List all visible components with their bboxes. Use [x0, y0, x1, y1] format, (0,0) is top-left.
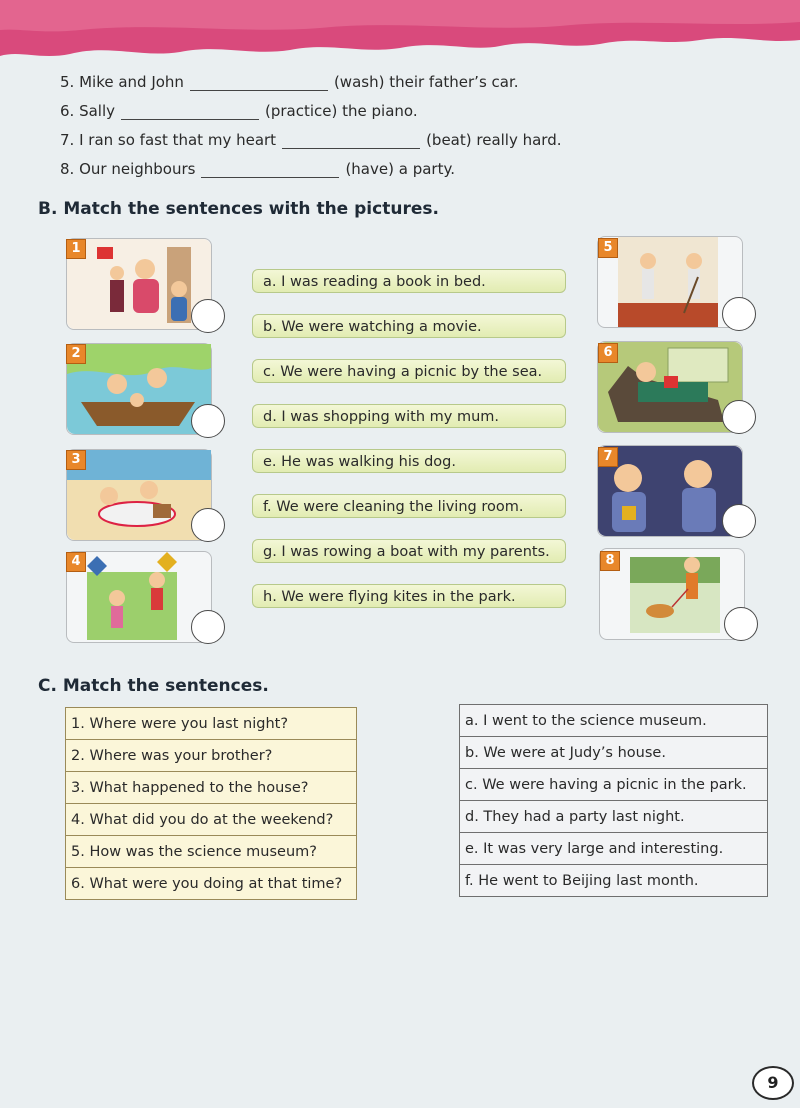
- table-row: [66, 740, 357, 772]
- table-row: [460, 705, 768, 737]
- exercise-item-6: [60, 102, 418, 120]
- answers-table: [459, 704, 768, 897]
- answer-circle[interactable]: [191, 610, 225, 644]
- table-row: [66, 836, 357, 868]
- top-decorative-band: [0, 0, 800, 70]
- question-cell: 4. What did you do at the weekend?: [66, 804, 357, 836]
- movie-watching-illustration: [598, 446, 742, 536]
- page-number: 9: [752, 1066, 794, 1100]
- picture-5-cleaning: [597, 236, 743, 328]
- item-text: (have) a party.: [345, 160, 455, 178]
- section-b-title: B. Match the sentences with the pictures.: [38, 199, 439, 219]
- picture-number-badge: 7: [598, 447, 618, 467]
- section-c-title: C. Match the sentences.: [38, 676, 269, 696]
- sentence-option-g: g. I was rowing a boat with my parents.: [252, 539, 566, 563]
- sentence-option-h: h. We were flying kites in the park.: [252, 584, 566, 608]
- picture-number-badge: 4: [66, 552, 86, 572]
- table-row: [66, 772, 357, 804]
- picture-7-movie: [597, 445, 743, 537]
- item-text: 7. I ran so fast that my heart: [60, 131, 277, 149]
- table-row: [460, 865, 768, 897]
- answer-blank[interactable]: [201, 177, 339, 178]
- answer-cell: d. They had a party last night.: [460, 801, 768, 833]
- answer-cell: a. I went to the science museum.: [460, 705, 768, 737]
- answer-circle[interactable]: [191, 299, 225, 333]
- dog-walking-illustration: [600, 549, 744, 639]
- table-row: [66, 804, 357, 836]
- exercise-item-8: [60, 160, 455, 178]
- picture-number-badge: 6: [598, 343, 618, 363]
- answer-blank[interactable]: [190, 90, 328, 91]
- question-cell: 2. Where was your brother?: [66, 740, 357, 772]
- picture-4-kites: [66, 551, 212, 643]
- answer-cell: c. We were having a picnic in the park.: [460, 769, 768, 801]
- exercise-item-5: [60, 73, 519, 91]
- item-text: (beat) really hard.: [426, 131, 562, 149]
- item-text: (practice) the piano.: [265, 102, 418, 120]
- sentence-option-d: d. I was shopping with my mum.: [252, 404, 566, 428]
- answer-circle[interactable]: [191, 508, 225, 542]
- answer-blank[interactable]: [282, 148, 420, 149]
- sentence-option-f: f. We were cleaning the living room.: [252, 494, 566, 518]
- picture-2-rowing: [66, 343, 212, 435]
- questions-table: [65, 707, 357, 900]
- picture-3-picnic: [66, 449, 212, 541]
- question-cell: 1. Where were you last night?: [66, 708, 357, 740]
- item-text: 8. Our neighbours: [60, 160, 196, 178]
- question-cell: 3. What happened to the house?: [66, 772, 357, 804]
- cleaning-illustration: [598, 237, 742, 327]
- sentence-option-a: a. I was reading a book in bed.: [252, 269, 566, 293]
- answer-circle[interactable]: [724, 607, 758, 641]
- question-cell: 6. What were you doing at that time?: [66, 868, 357, 900]
- item-text: 6. Sally: [60, 102, 116, 120]
- answer-blank[interactable]: [121, 119, 259, 120]
- picture-6-reading: [597, 341, 743, 433]
- kite-flying-illustration: [67, 552, 211, 642]
- picture-number-badge: 3: [66, 450, 86, 470]
- answer-cell: f. He went to Beijing last month.: [460, 865, 768, 897]
- table-row: [66, 868, 357, 900]
- picture-1-shopping: [66, 238, 212, 330]
- answer-cell: e. It was very large and interesting.: [460, 833, 768, 865]
- table-row: [460, 801, 768, 833]
- answer-cell: b. We were at Judy’s house.: [460, 737, 768, 769]
- answer-circle[interactable]: [191, 404, 225, 438]
- sentence-option-e: e. He was walking his dog.: [252, 449, 566, 473]
- answer-circle[interactable]: [722, 297, 756, 331]
- picture-number-badge: 1: [66, 239, 86, 259]
- answer-circle[interactable]: [722, 504, 756, 538]
- item-text: 5. Mike and John: [60, 73, 184, 91]
- picture-number-badge: 5: [598, 238, 618, 258]
- table-row: [460, 769, 768, 801]
- shopping-illustration: [67, 239, 211, 329]
- table-row: [66, 708, 357, 740]
- table-row: [460, 737, 768, 769]
- rowing-illustration: [67, 344, 211, 434]
- picnic-illustration: [67, 450, 211, 540]
- answer-circle[interactable]: [722, 400, 756, 434]
- question-cell: 5. How was the science museum?: [66, 836, 357, 868]
- picture-number-badge: 2: [66, 344, 86, 364]
- sentence-option-c: c. We were having a picnic by the sea.: [252, 359, 566, 383]
- sentence-option-b: b. We were watching a movie.: [252, 314, 566, 338]
- exercise-item-7: [60, 131, 562, 149]
- picture-8-walking-dog: [599, 548, 745, 640]
- picture-number-badge: 8: [600, 551, 620, 571]
- item-text: (wash) their father’s car.: [333, 73, 519, 91]
- table-row: [460, 833, 768, 865]
- reading-in-bed-illustration: [598, 342, 742, 432]
